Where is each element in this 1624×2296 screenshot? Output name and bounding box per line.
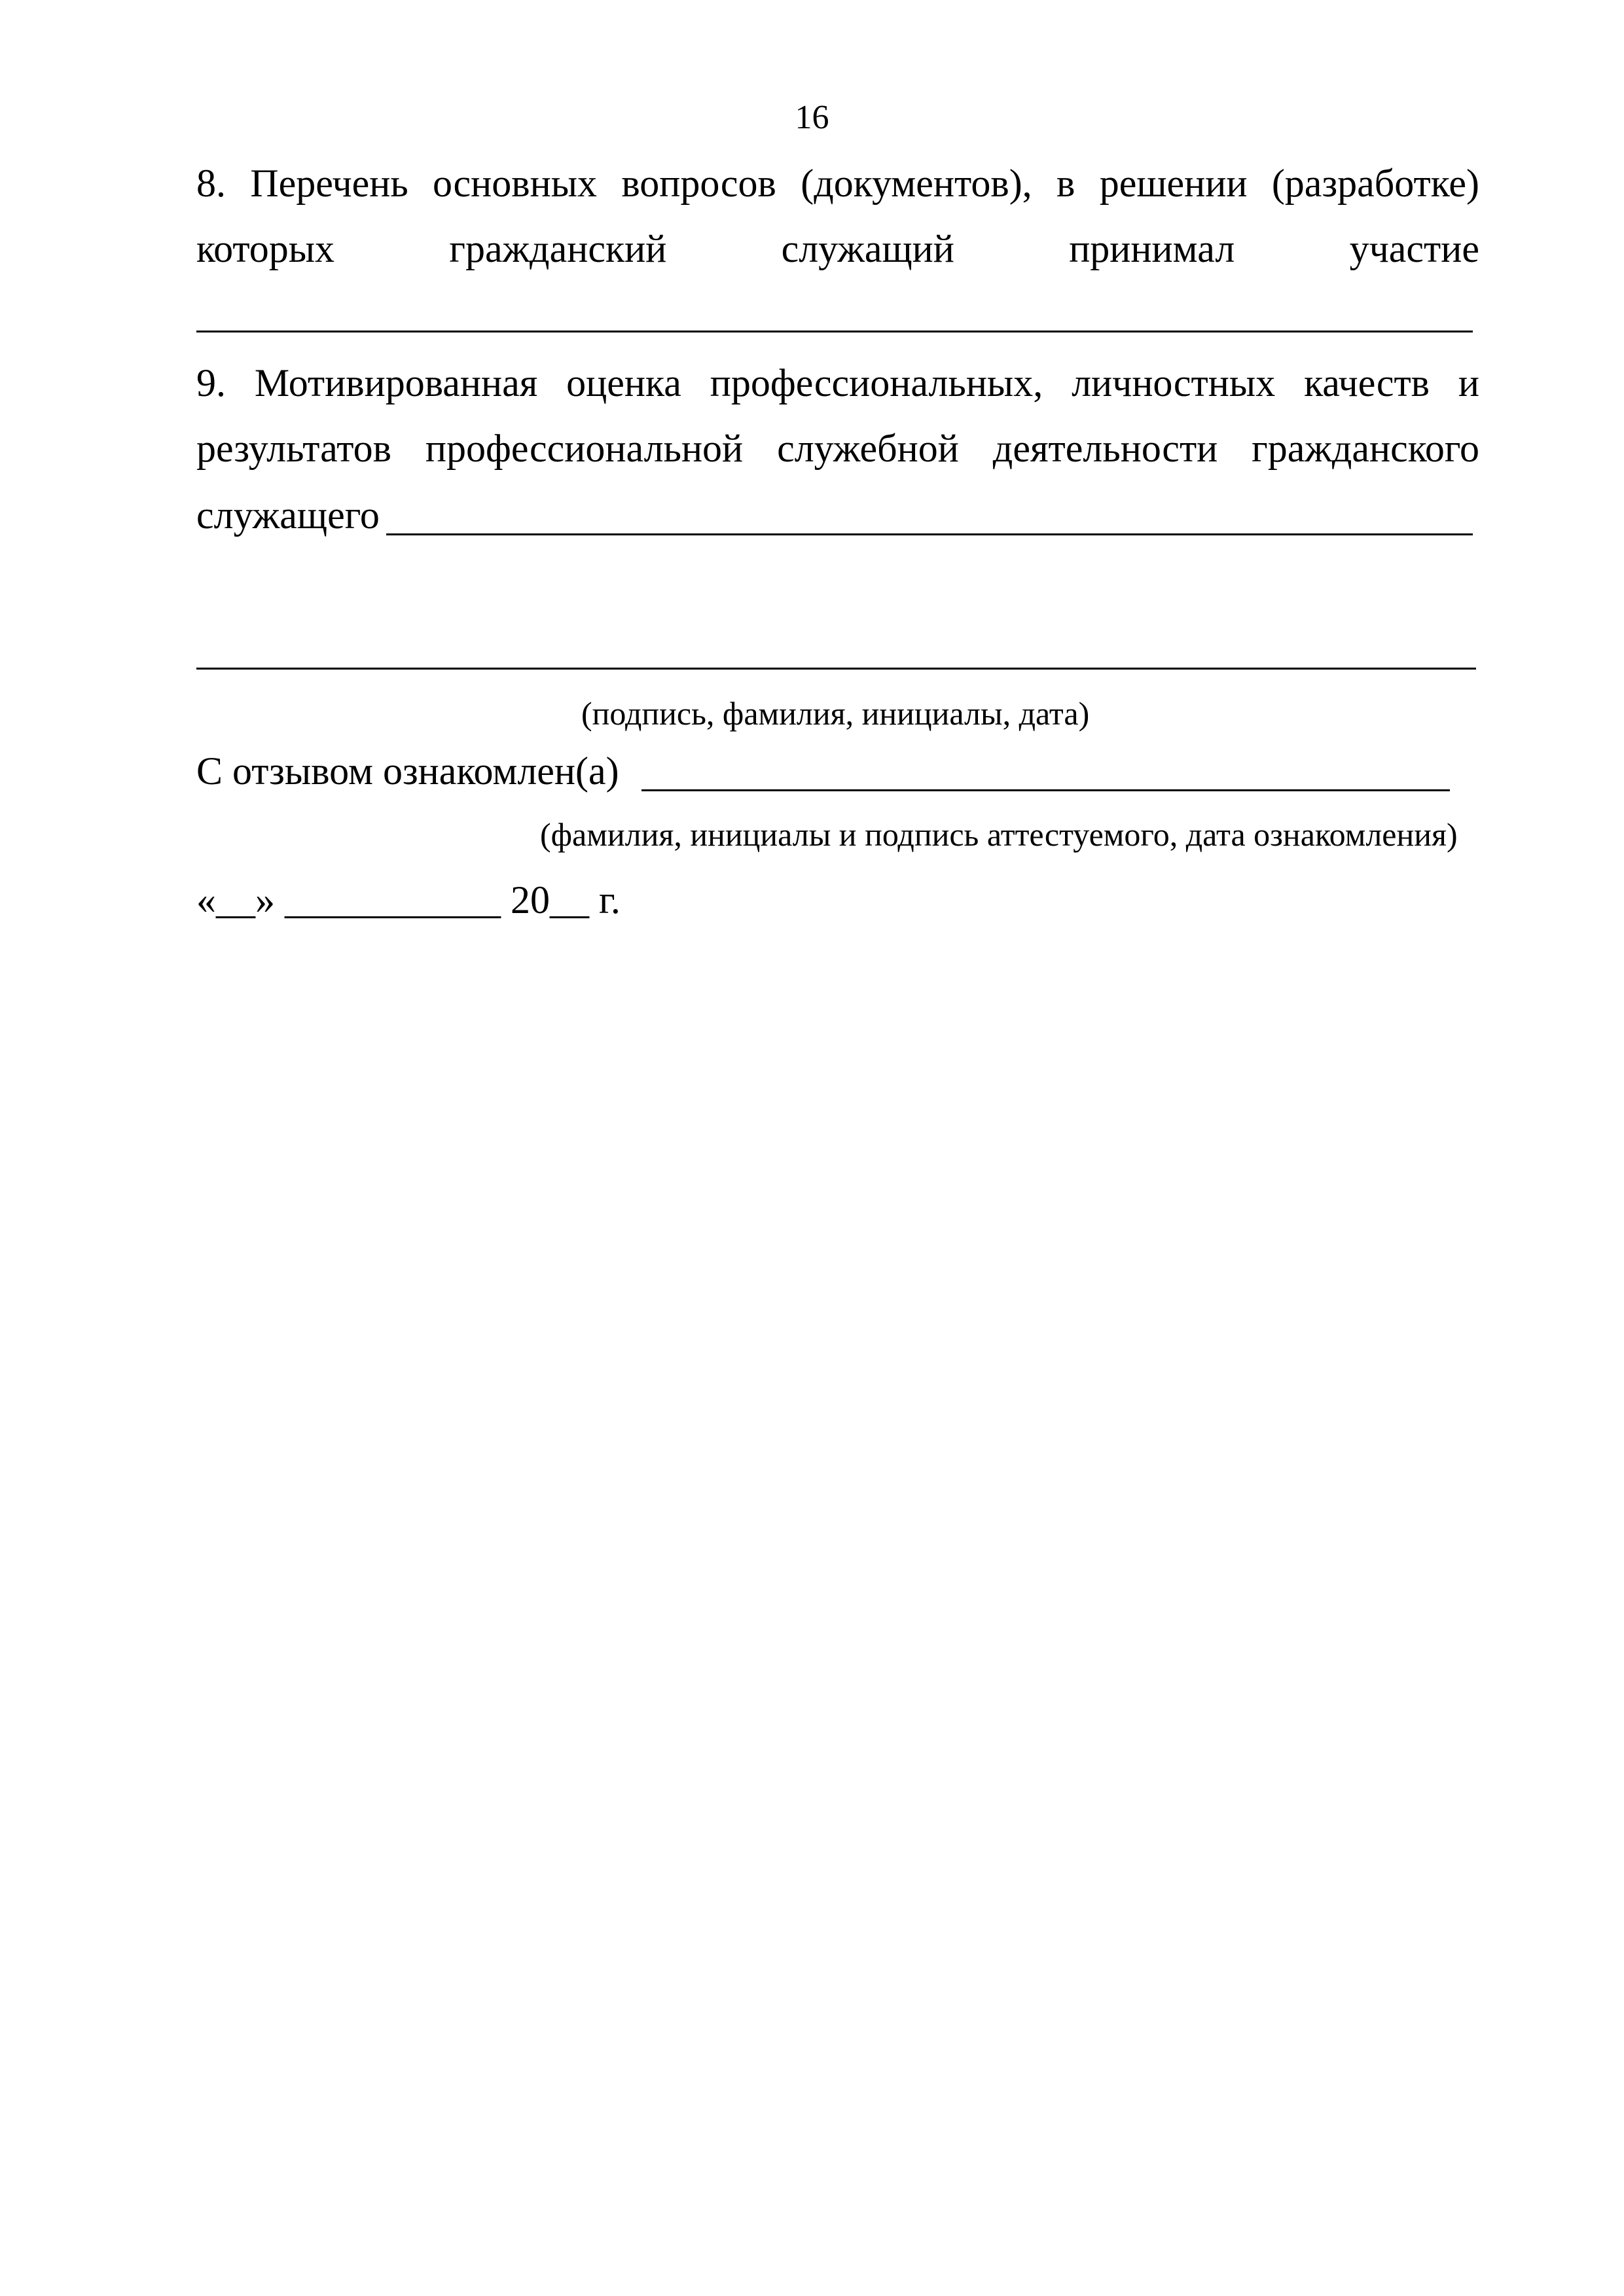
page-number: 16 — [795, 99, 829, 136]
date-field — [196, 877, 621, 923]
signature-caption: (подпись, фамилия, инициалы, дата) — [581, 695, 1090, 732]
date-year-prefix: 20 — [511, 878, 550, 922]
signature-line[interactable] — [196, 668, 1476, 670]
date-year-suffix: г. — [599, 878, 621, 922]
acquainted-caption: (фамилия, инициалы и подпись аттестуемого, дата ознакомления) — [540, 816, 1458, 853]
date-close-quote: » — [255, 878, 275, 922]
section-9-line-2: результатов профессиональной служебной деятельности гражданского — [196, 427, 1479, 470]
acquainted-answer-line[interactable] — [641, 789, 1450, 791]
section-8-line-2: которых гражданский служащий принимал участие — [196, 227, 1479, 270]
date-open-quote: « — [196, 878, 216, 922]
section-9-line-3-label: служащего — [196, 493, 380, 537]
section-9-answer-line[interactable] — [386, 533, 1473, 535]
date-month-blank[interactable]: ___________ — [285, 878, 501, 922]
date-year-blank[interactable]: __ — [550, 878, 589, 922]
date-day-blank[interactable]: __ — [216, 878, 255, 922]
section-8-line-1: 8. Перечень основных вопросов (документов), в решении (разработке) — [196, 162, 1479, 205]
section-8-answer-line[interactable] — [196, 331, 1473, 332]
section-9-line-1: 9. Мотивированная оценка профессиональных, личностных качеств и — [196, 361, 1479, 404]
acquainted-label: С отзывом ознакомлен(а) — [196, 749, 619, 793]
